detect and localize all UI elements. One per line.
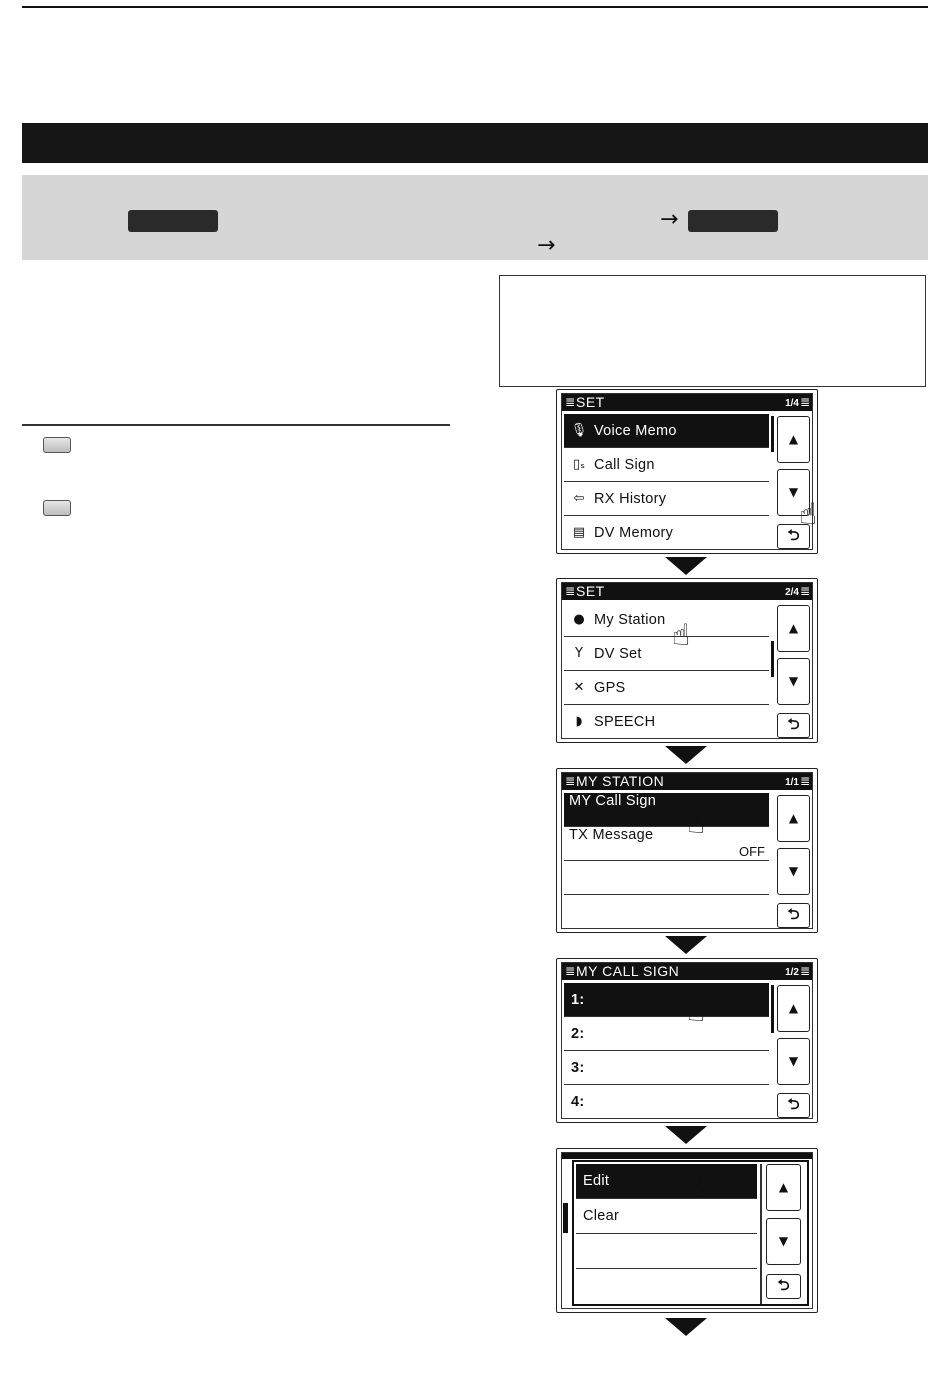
call-sign-icon: ▯ₛ	[572, 457, 585, 472]
list-item-speech[interactable]	[564, 705, 769, 739]
page-indicator: 1/4	[785, 398, 799, 409]
scroll-down-button[interactable]: ▼	[777, 658, 810, 705]
menu-icon: ≣	[565, 774, 576, 788]
list-item-label: Edit	[583, 1173, 610, 1189]
satellite-icon: ✕	[573, 680, 585, 695]
dv-memory-icon: ▤	[572, 525, 586, 540]
list-item-label: 1:	[571, 992, 585, 1008]
finger-tap-icon: ☝	[672, 618, 691, 653]
menu-icon: ≣	[565, 584, 576, 598]
finger-tap-icon: ☝	[687, 994, 706, 1029]
list-item-label: GPS	[594, 680, 626, 696]
list-item-empty	[564, 895, 769, 929]
page-indicator: 1/2	[785, 967, 799, 978]
screen-title: MY STATION	[576, 773, 665, 789]
list-item-voice-memo[interactable]	[564, 414, 769, 448]
edit-option[interactable]	[576, 1164, 757, 1199]
menu-icon: ≣	[565, 395, 576, 409]
speech-icon: ◗	[575, 714, 583, 729]
page-indicator: 1/1	[785, 777, 799, 788]
finger-tap-icon: ☝	[687, 1171, 706, 1206]
menu-icon: ≣	[799, 584, 810, 598]
list-item-dv-memory[interactable]	[564, 516, 769, 550]
list-item-label: 3:	[571, 1060, 585, 1076]
popup-list	[576, 1164, 757, 1304]
top-rule	[22, 6, 928, 8]
list-item-label: 2:	[571, 1026, 585, 1042]
scrollbar[interactable]	[771, 985, 774, 1033]
information-box	[499, 275, 926, 387]
scroll-up-button[interactable]: ▲	[777, 416, 810, 463]
clear-option[interactable]	[576, 1199, 757, 1234]
list-item-gps[interactable]	[564, 671, 769, 705]
back-button[interactable]: ⮌	[777, 903, 810, 928]
scroll-down-button[interactable]: ▼	[777, 1038, 810, 1085]
scroll-up-button[interactable]: ▲	[777, 985, 810, 1032]
screen-my-call-sign	[556, 958, 818, 1123]
path-arrow-icon: →	[537, 233, 556, 258]
call-sign-list	[564, 983, 769, 1119]
back-button[interactable]: ⮌	[777, 1093, 810, 1118]
menu-list	[564, 603, 769, 739]
list-item-label: DV Set	[594, 646, 642, 662]
scroll-down-button[interactable]: ▼	[766, 1218, 801, 1265]
background-row	[563, 1203, 568, 1233]
list-item-tx-message[interactable]	[564, 827, 769, 861]
menu-icon: ≣	[565, 964, 576, 978]
scroll-up-button[interactable]: ▲	[777, 795, 810, 842]
scroll-down-button[interactable]: ▼	[777, 848, 810, 895]
screen-title: MY CALL SIGN	[576, 963, 680, 979]
screen-header	[562, 394, 812, 411]
flow-arrow-icon	[665, 557, 707, 575]
menu-icon: ≣	[799, 774, 810, 788]
list-item-empty	[576, 1269, 757, 1304]
screen-header	[562, 1153, 812, 1159]
list-item-my-station[interactable]	[564, 603, 769, 637]
screen-set-page-2	[556, 578, 818, 743]
scroll-down-button[interactable]: ▼	[777, 469, 810, 516]
list-item-rx-history[interactable]	[564, 482, 769, 516]
back-button[interactable]: ⮌	[777, 713, 810, 738]
list-item-label: MY Call Sign	[569, 793, 657, 809]
key-icon	[43, 437, 71, 453]
list-item-label: 4:	[571, 1094, 585, 1110]
list-item-label: SPEECH	[594, 714, 656, 730]
call-sign-slot-2[interactable]	[564, 1017, 769, 1051]
menu-icon: ≣	[799, 964, 810, 978]
scrollbar[interactable]	[771, 641, 774, 677]
path-arrow-icon: →	[660, 207, 679, 232]
person-icon: ●	[573, 612, 585, 627]
menu-icon: ≣	[799, 395, 810, 409]
menu-list	[564, 793, 769, 929]
screen-my-station	[556, 768, 818, 933]
list-item-label: RX History	[594, 491, 667, 507]
back-button[interactable]: ⮌	[777, 524, 810, 549]
list-item-empty	[564, 861, 769, 895]
menu-list	[564, 414, 769, 550]
list-item-label: Call Sign	[594, 457, 655, 473]
list-item-label: TX Message	[569, 827, 654, 843]
flow-arrow-icon	[665, 1318, 707, 1336]
scrollbar[interactable]	[771, 416, 774, 452]
screen-title: SET	[576, 394, 605, 410]
call-sign-slot-4[interactable]	[564, 1085, 769, 1119]
list-item-label: DV Memory	[594, 525, 674, 541]
microphone-icon: 🎙	[570, 423, 588, 438]
wrench-icon: Y	[575, 646, 583, 661]
list-item-call-sign[interactable]	[564, 448, 769, 482]
popup-divider	[760, 1164, 762, 1304]
list-item-empty	[576, 1234, 757, 1269]
screen-header	[562, 583, 812, 600]
step-list-rule	[22, 424, 450, 426]
back-button[interactable]: ⮌	[766, 1274, 801, 1299]
section-title-bar	[22, 123, 928, 163]
flow-arrow-icon	[665, 746, 707, 764]
screen-edit-popup	[556, 1148, 818, 1313]
call-sign-slot-1[interactable]	[564, 983, 769, 1017]
flow-arrow-icon	[665, 936, 707, 954]
set-key-label	[688, 210, 778, 232]
scroll-up-button[interactable]: ▲	[766, 1164, 801, 1211]
call-sign-slot-3[interactable]	[564, 1051, 769, 1085]
page-indicator: 2/4	[785, 587, 799, 598]
rx-history-icon: ⇦	[573, 491, 585, 506]
list-item-label: My Station	[594, 612, 666, 628]
screen-set-page-1	[556, 389, 818, 554]
flow-arrow-icon	[665, 1126, 707, 1144]
list-item-dv-set[interactable]	[564, 637, 769, 671]
list-item-label: Clear	[583, 1208, 620, 1224]
screen-title: SET	[576, 583, 605, 599]
menu-key-label	[128, 210, 218, 232]
list-item-value: OFF	[739, 844, 765, 859]
finger-tap-icon: ☝	[799, 497, 818, 532]
key-icon	[43, 500, 71, 516]
screen-header	[562, 963, 812, 980]
list-item-label: Voice Memo	[594, 423, 677, 439]
scroll-up-button[interactable]: ▲	[777, 605, 810, 652]
finger-tap-icon: ☝	[687, 806, 706, 841]
